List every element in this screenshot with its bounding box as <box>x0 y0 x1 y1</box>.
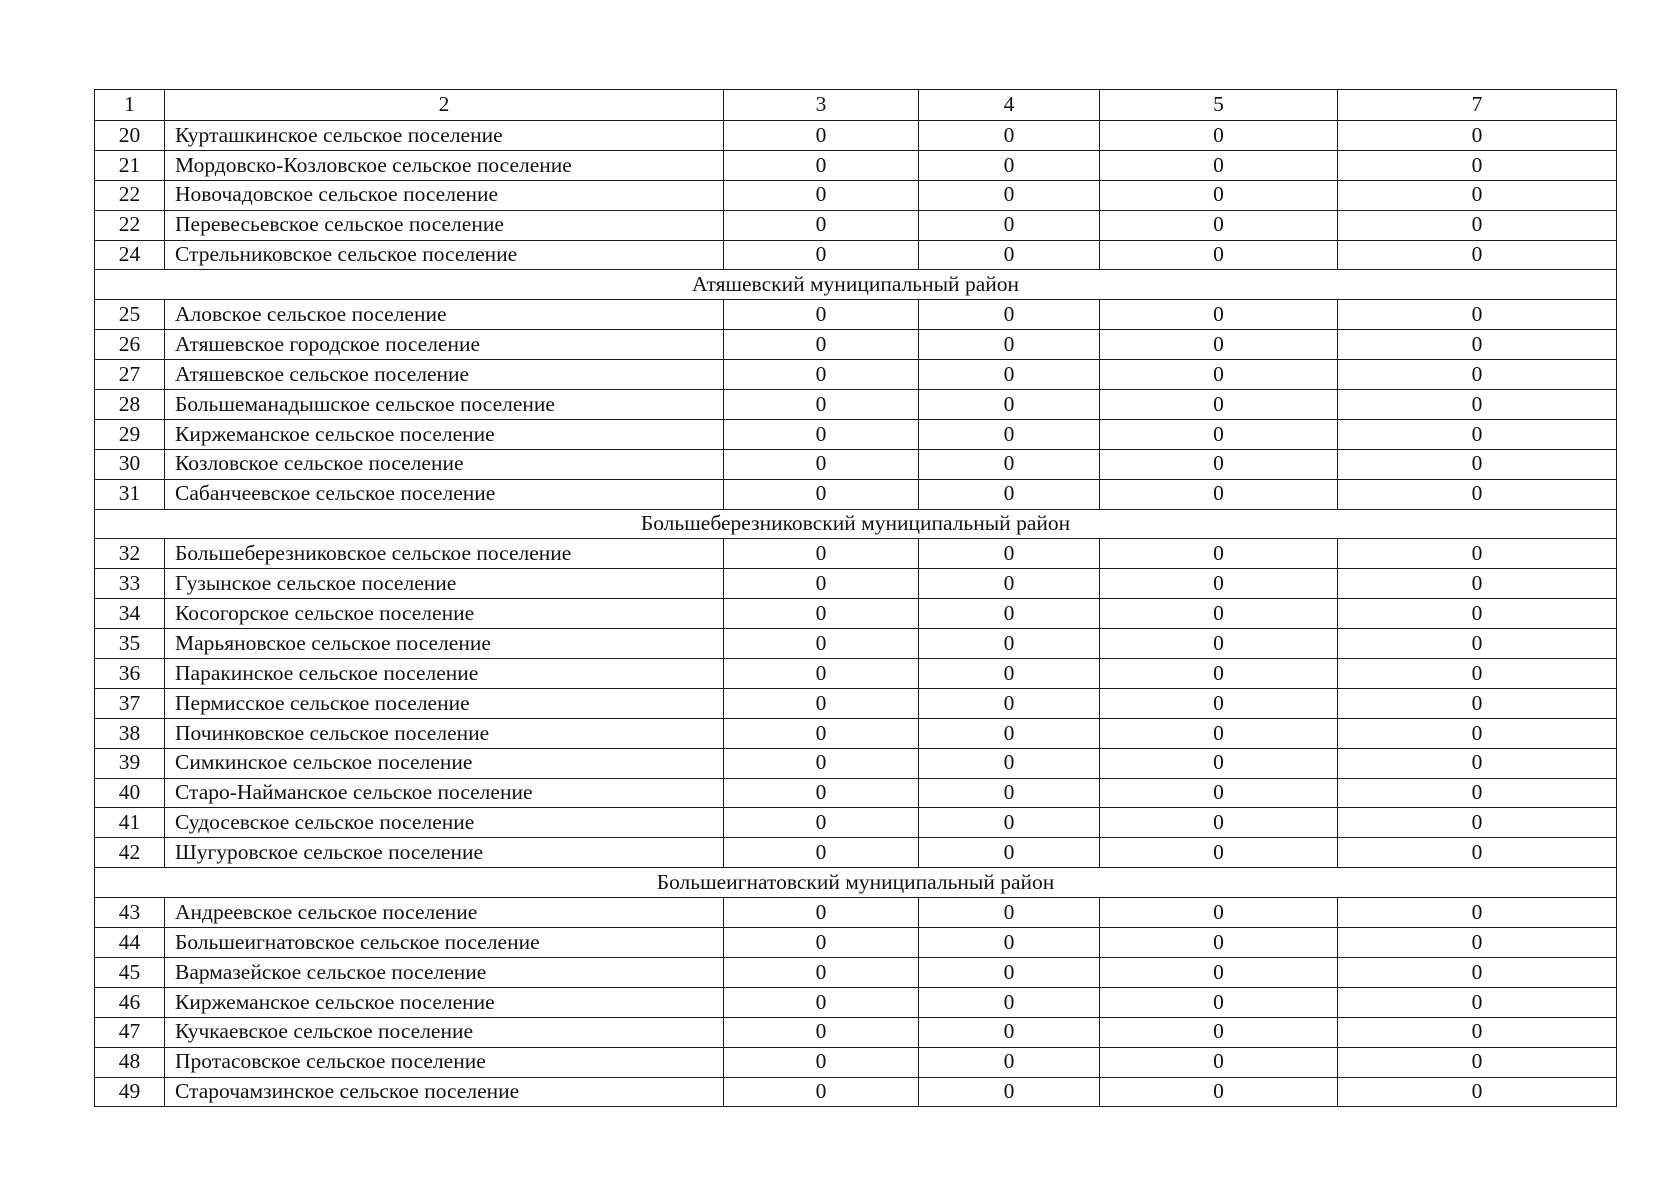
settlement-name: Паракинское сельское поселение <box>165 659 724 689</box>
value-cell: 0 <box>1338 778 1617 808</box>
value-cell: 0 <box>1100 1077 1338 1107</box>
value-cell: 0 <box>919 1047 1100 1077</box>
table-row <box>95 838 1617 868</box>
settlement-name: Починковское сельское поселение <box>165 718 724 748</box>
column-number-cell: 3 <box>724 90 919 121</box>
settlement-name: Стрельниковское сельское поселение <box>165 240 724 270</box>
value-cell: 0 <box>1100 778 1338 808</box>
value-cell: 0 <box>1338 330 1617 360</box>
value-cell: 0 <box>1100 449 1338 479</box>
value-cell: 0 <box>919 180 1100 210</box>
row-number: 28 <box>95 390 165 420</box>
table-row <box>95 718 1617 748</box>
value-cell: 0 <box>919 987 1100 1017</box>
district-section-row <box>95 509 1617 539</box>
value-cell: 0 <box>1100 569 1338 599</box>
row-number: 39 <box>95 748 165 778</box>
table-row <box>95 778 1617 808</box>
table-row <box>95 659 1617 689</box>
value-cell: 0 <box>1100 957 1338 987</box>
value-cell: 0 <box>724 240 919 270</box>
value-cell: 0 <box>1100 150 1338 180</box>
settlement-name: Пермисское сельское поселение <box>165 688 724 718</box>
settlement-name: Старочамзинское сельское поселение <box>165 1077 724 1107</box>
row-number: 21 <box>95 150 165 180</box>
row-number: 26 <box>95 330 165 360</box>
row-number: 35 <box>95 629 165 659</box>
value-cell: 0 <box>1338 1017 1617 1047</box>
value-cell: 0 <box>1100 360 1338 390</box>
settlement-name: Старо-Найманское сельское поселение <box>165 778 724 808</box>
value-cell: 0 <box>1100 390 1338 420</box>
value-cell: 0 <box>919 659 1100 689</box>
settlement-name: Киржеманское сельское поселение <box>165 419 724 449</box>
value-cell: 0 <box>1338 240 1617 270</box>
value-cell: 0 <box>1338 121 1617 151</box>
column-number-cell: 2 <box>165 90 724 121</box>
value-cell: 0 <box>1338 569 1617 599</box>
table-row <box>95 808 1617 838</box>
value-cell: 0 <box>919 748 1100 778</box>
table-row <box>95 240 1617 270</box>
value-cell: 0 <box>724 180 919 210</box>
table-row <box>95 987 1617 1017</box>
row-number: 33 <box>95 569 165 599</box>
value-cell: 0 <box>724 928 919 958</box>
value-cell: 0 <box>724 778 919 808</box>
column-number-cell: 5 <box>1100 90 1338 121</box>
settlement-name: Шугуровское сельское поселение <box>165 838 724 868</box>
value-cell: 0 <box>1338 898 1617 928</box>
value-cell: 0 <box>724 479 919 509</box>
row-number: 44 <box>95 928 165 958</box>
row-number: 25 <box>95 300 165 330</box>
value-cell: 0 <box>724 150 919 180</box>
value-cell: 0 <box>724 659 919 689</box>
value-cell: 0 <box>724 121 919 151</box>
value-cell: 0 <box>1100 330 1338 360</box>
settlement-name: Гузынское сельское поселение <box>165 569 724 599</box>
table-row <box>95 390 1617 420</box>
table-body <box>95 90 1617 1107</box>
value-cell: 0 <box>919 150 1100 180</box>
value-cell: 0 <box>1100 659 1338 689</box>
value-cell: 0 <box>919 1077 1100 1107</box>
value-cell: 0 <box>919 539 1100 569</box>
settlement-name: Киржеманское сельское поселение <box>165 987 724 1017</box>
table-row <box>95 569 1617 599</box>
settlement-name: Сабанчеевское сельское поселение <box>165 479 724 509</box>
value-cell: 0 <box>724 1077 919 1107</box>
value-cell: 0 <box>724 718 919 748</box>
table-row <box>95 180 1617 210</box>
value-cell: 0 <box>1338 838 1617 868</box>
table-row <box>95 748 1617 778</box>
value-cell: 0 <box>919 808 1100 838</box>
column-number-cell: 1 <box>95 90 165 121</box>
table-row <box>95 599 1617 629</box>
settlements-table <box>94 89 1617 1107</box>
settlement-name: Марьяновское сельское поселение <box>165 629 724 659</box>
value-cell: 0 <box>919 360 1100 390</box>
row-number: 42 <box>95 838 165 868</box>
table-row <box>95 419 1617 449</box>
value-cell: 0 <box>1100 1017 1338 1047</box>
value-cell: 0 <box>919 838 1100 868</box>
value-cell: 0 <box>1338 688 1617 718</box>
table-row <box>95 300 1617 330</box>
value-cell: 0 <box>1338 599 1617 629</box>
value-cell: 0 <box>919 957 1100 987</box>
settlement-name: Симкинское сельское поселение <box>165 748 724 778</box>
value-cell: 0 <box>919 300 1100 330</box>
value-cell: 0 <box>1338 390 1617 420</box>
row-number: 40 <box>95 778 165 808</box>
settlement-name: Атяшевское городское поселение <box>165 330 724 360</box>
value-cell: 0 <box>1338 300 1617 330</box>
value-cell: 0 <box>1338 449 1617 479</box>
value-cell: 0 <box>1100 180 1338 210</box>
table-row <box>95 330 1617 360</box>
value-cell: 0 <box>919 419 1100 449</box>
value-cell: 0 <box>724 599 919 629</box>
value-cell: 0 <box>1338 360 1617 390</box>
value-cell: 0 <box>1100 121 1338 151</box>
value-cell: 0 <box>919 569 1100 599</box>
value-cell: 0 <box>724 390 919 420</box>
row-number: 45 <box>95 957 165 987</box>
table-row <box>95 957 1617 987</box>
table-row <box>95 1047 1617 1077</box>
value-cell: 0 <box>919 121 1100 151</box>
row-number: 36 <box>95 659 165 689</box>
document-sheet <box>94 89 1616 1107</box>
value-cell: 0 <box>724 1047 919 1077</box>
row-number: 48 <box>95 1047 165 1077</box>
value-cell: 0 <box>1100 479 1338 509</box>
table-row <box>95 449 1617 479</box>
value-cell: 0 <box>1100 240 1338 270</box>
value-cell: 0 <box>1338 629 1617 659</box>
value-cell: 0 <box>919 898 1100 928</box>
value-cell: 0 <box>1100 928 1338 958</box>
settlement-name: Большеманадышское сельское поселение <box>165 390 724 420</box>
row-number: 22 <box>95 210 165 240</box>
value-cell: 0 <box>1338 1047 1617 1077</box>
value-cell: 0 <box>1100 688 1338 718</box>
row-number: 49 <box>95 1077 165 1107</box>
settlement-name: Большеберезниковское сельское поселение <box>165 539 724 569</box>
row-number: 24 <box>95 240 165 270</box>
row-number: 47 <box>95 1017 165 1047</box>
settlement-name: Андреевское сельское поселение <box>165 898 724 928</box>
district-section-row <box>95 270 1617 300</box>
value-cell: 0 <box>1338 479 1617 509</box>
value-cell: 0 <box>1100 748 1338 778</box>
row-number: 27 <box>95 360 165 390</box>
value-cell: 0 <box>919 479 1100 509</box>
value-cell: 0 <box>1100 300 1338 330</box>
value-cell: 0 <box>1338 957 1617 987</box>
value-cell: 0 <box>1100 1047 1338 1077</box>
settlement-name: Новочадовское сельское поселение <box>165 180 724 210</box>
row-number: 32 <box>95 539 165 569</box>
settlement-name: Перевесьевское сельское поселение <box>165 210 724 240</box>
settlement-name: Судосевское сельское поселение <box>165 808 724 838</box>
value-cell: 0 <box>919 449 1100 479</box>
row-number: 41 <box>95 808 165 838</box>
value-cell: 0 <box>724 629 919 659</box>
value-cell: 0 <box>1338 150 1617 180</box>
table-row <box>95 210 1617 240</box>
row-number: 30 <box>95 449 165 479</box>
table-row <box>95 688 1617 718</box>
value-cell: 0 <box>724 300 919 330</box>
value-cell: 0 <box>919 778 1100 808</box>
value-cell: 0 <box>1100 718 1338 748</box>
value-cell: 0 <box>1100 419 1338 449</box>
value-cell: 0 <box>1338 210 1617 240</box>
value-cell: 0 <box>1338 180 1617 210</box>
district-title: Большеберезниковский муниципальный район <box>95 509 1617 539</box>
value-cell: 0 <box>724 957 919 987</box>
row-number: 46 <box>95 987 165 1017</box>
column-number-row <box>95 90 1617 121</box>
value-cell: 0 <box>1338 419 1617 449</box>
value-cell: 0 <box>1100 599 1338 629</box>
table-row <box>95 360 1617 390</box>
settlement-name: Мордовско-Козловское сельское поселение <box>165 150 724 180</box>
column-number-cell: 7 <box>1338 90 1617 121</box>
value-cell: 0 <box>919 599 1100 629</box>
district-title: Атяшевский муниципальный район <box>95 270 1617 300</box>
value-cell: 0 <box>1100 838 1338 868</box>
value-cell: 0 <box>1338 539 1617 569</box>
value-cell: 0 <box>724 449 919 479</box>
row-number: 22 <box>95 180 165 210</box>
table-row <box>95 121 1617 151</box>
table-row <box>95 898 1617 928</box>
value-cell: 0 <box>919 210 1100 240</box>
value-cell: 0 <box>1100 539 1338 569</box>
settlement-name: Козловское сельское поселение <box>165 449 724 479</box>
settlement-name: Косогорское сельское поселение <box>165 599 724 629</box>
value-cell: 0 <box>1338 987 1617 1017</box>
table-row <box>95 629 1617 659</box>
table-row <box>95 928 1617 958</box>
value-cell: 0 <box>724 1017 919 1047</box>
value-cell: 0 <box>1100 808 1338 838</box>
value-cell: 0 <box>1100 898 1338 928</box>
value-cell: 0 <box>919 718 1100 748</box>
row-number: 43 <box>95 898 165 928</box>
value-cell: 0 <box>724 898 919 928</box>
settlement-name: Кучкаевское сельское поселение <box>165 1017 724 1047</box>
value-cell: 0 <box>1338 718 1617 748</box>
row-number: 20 <box>95 121 165 151</box>
table-row <box>95 1017 1617 1047</box>
settlement-name: Большеигнатовское сельское поселение <box>165 928 724 958</box>
value-cell: 0 <box>1338 748 1617 778</box>
value-cell: 0 <box>1338 659 1617 689</box>
table-row <box>95 479 1617 509</box>
value-cell: 0 <box>1338 928 1617 958</box>
settlement-name: Аловское сельское поселение <box>165 300 724 330</box>
value-cell: 0 <box>724 838 919 868</box>
value-cell: 0 <box>1100 210 1338 240</box>
value-cell: 0 <box>724 808 919 838</box>
value-cell: 0 <box>724 210 919 240</box>
row-number: 37 <box>95 688 165 718</box>
district-title: Большеигнатовский муниципальный район <box>95 868 1617 898</box>
value-cell: 0 <box>919 1017 1100 1047</box>
settlement-name: Курташкинское сельское поселение <box>165 121 724 151</box>
value-cell: 0 <box>724 360 919 390</box>
district-section-row <box>95 868 1617 898</box>
value-cell: 0 <box>724 419 919 449</box>
row-number: 31 <box>95 479 165 509</box>
row-number: 38 <box>95 718 165 748</box>
value-cell: 0 <box>724 539 919 569</box>
value-cell: 0 <box>724 569 919 599</box>
settlement-name: Вармазейское сельское поселение <box>165 957 724 987</box>
value-cell: 0 <box>724 330 919 360</box>
value-cell: 0 <box>1338 1077 1617 1107</box>
table-row <box>95 150 1617 180</box>
value-cell: 0 <box>919 330 1100 360</box>
table-row <box>95 539 1617 569</box>
value-cell: 0 <box>919 390 1100 420</box>
value-cell: 0 <box>724 688 919 718</box>
value-cell: 0 <box>1100 987 1338 1017</box>
value-cell: 0 <box>919 629 1100 659</box>
value-cell: 0 <box>1100 629 1338 659</box>
value-cell: 0 <box>1338 808 1617 838</box>
value-cell: 0 <box>919 928 1100 958</box>
column-number-cell: 4 <box>919 90 1100 121</box>
table-row <box>95 1077 1617 1107</box>
row-number: 34 <box>95 599 165 629</box>
value-cell: 0 <box>724 987 919 1017</box>
value-cell: 0 <box>919 240 1100 270</box>
settlement-name: Атяшевское сельское поселение <box>165 360 724 390</box>
settlement-name: Протасовское сельское поселение <box>165 1047 724 1077</box>
value-cell: 0 <box>919 688 1100 718</box>
value-cell: 0 <box>724 748 919 778</box>
row-number: 29 <box>95 419 165 449</box>
